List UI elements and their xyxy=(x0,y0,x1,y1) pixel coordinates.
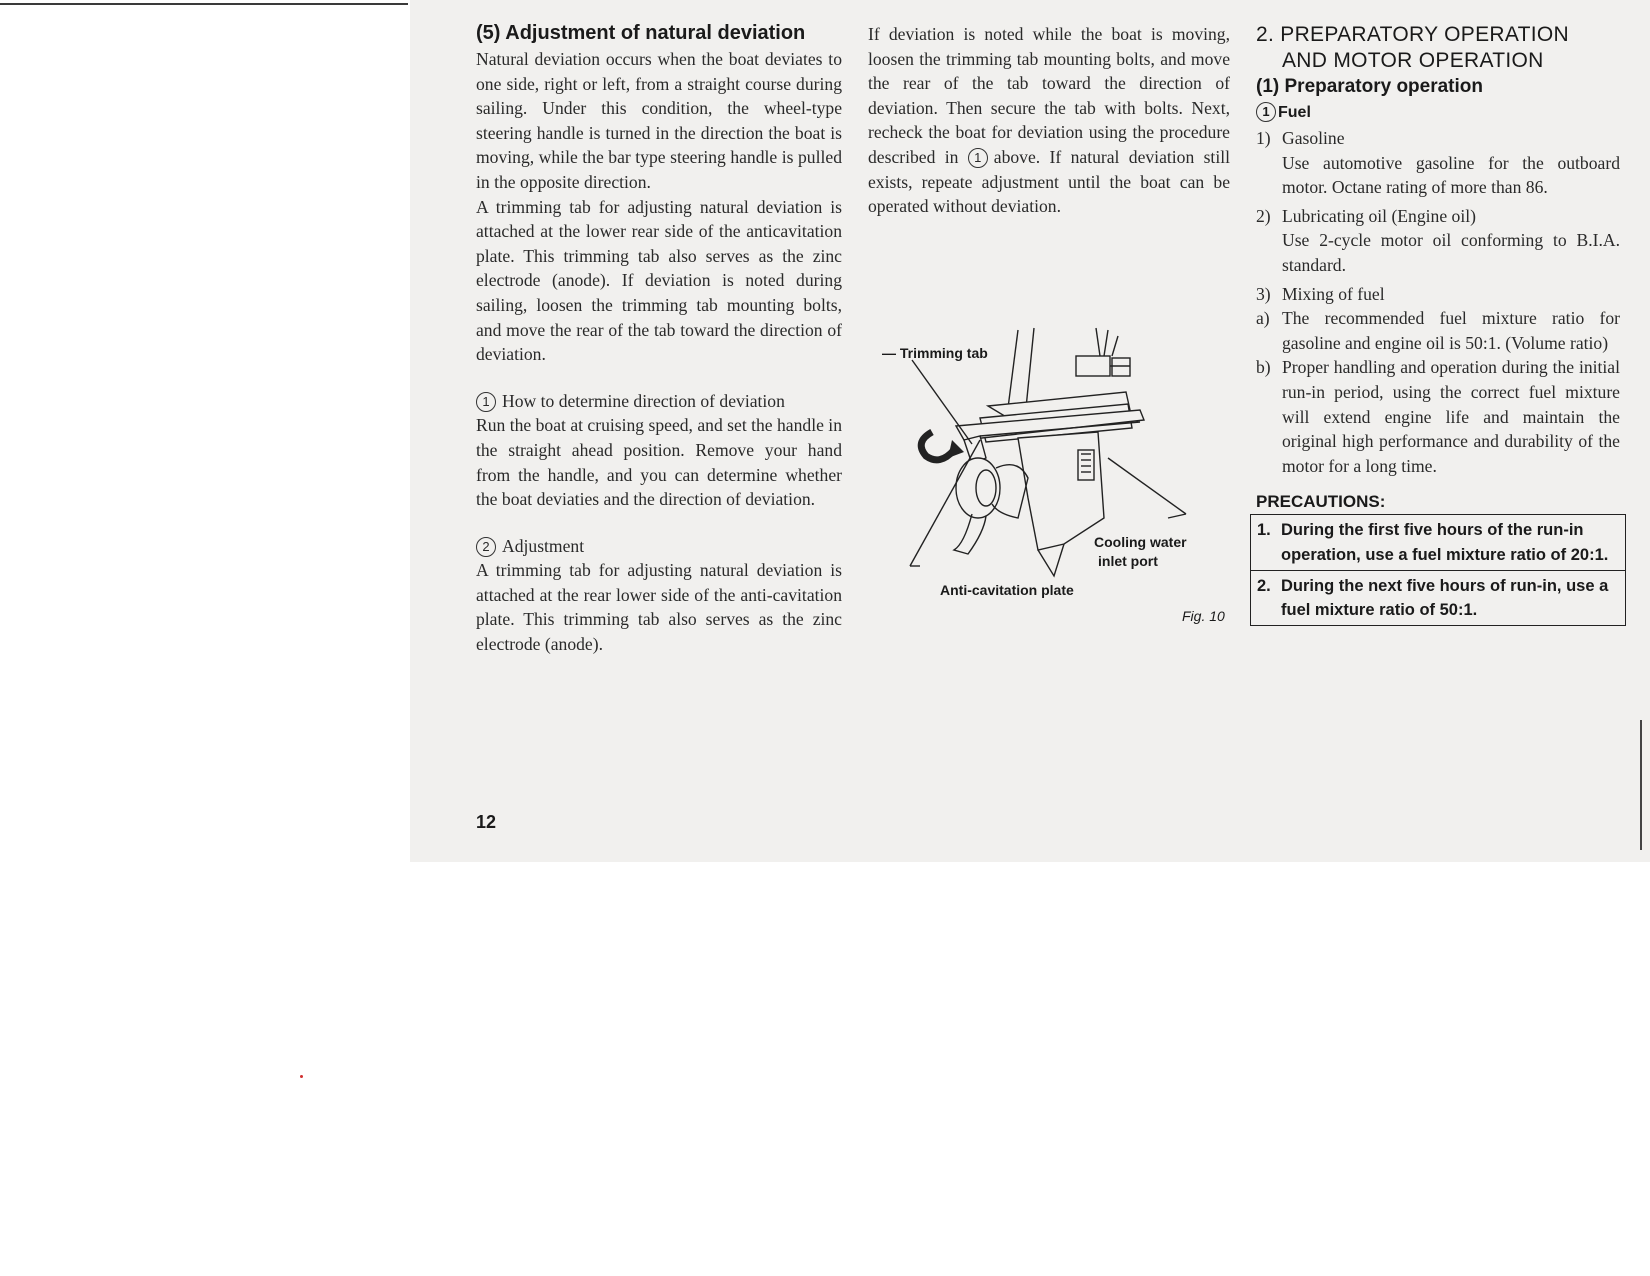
list-item-gasoline xyxy=(1256,126,1620,151)
sub-heading-preparatory: (1) Preparatory operation xyxy=(1256,76,1483,97)
list-title: Mixing of fuel xyxy=(1282,283,1385,304)
column-2 xyxy=(868,22,1230,219)
page-edge-line xyxy=(1640,720,1642,850)
circled-number: 1 xyxy=(968,148,988,168)
step-1-title: How to determine direction of deviation xyxy=(502,390,785,411)
fuel-heading xyxy=(1256,100,1620,126)
list-number: 3) xyxy=(1256,283,1271,304)
precaution-number: 2. xyxy=(1257,576,1271,595)
list-number: 2) xyxy=(1256,205,1271,226)
paragraph-trimming-tab: A trimming tab for adjusting natural deviation is attached at the lower rear side of the anticavitation plate. This trimming tab also serves as the zinc electrode (anode). If deviation is noted during sailing, loosen the trimming tab mounting bolts, and move the rear of the tab toward the direction of deviation. xyxy=(476,196,842,365)
label-trimming-tab-text: Trimming tab xyxy=(899,345,988,361)
precautions-box xyxy=(1250,514,1626,625)
circled-number: 1 xyxy=(476,392,496,412)
list-title: Lubricating oil (Engine oil) xyxy=(1282,205,1476,226)
precaution-number: 1. xyxy=(1257,521,1271,540)
label-cooling-water-2: inlet port xyxy=(1098,553,1158,569)
sub-item-b xyxy=(1256,355,1620,478)
label-cooling-water-1: Cooling water xyxy=(1094,534,1187,550)
precaution-text: During the next five hours of run-in, use a fuel mixture ratio of 50:1. xyxy=(1281,576,1609,620)
precaution-text: During the first five hours of the run-in operation, use a fuel mixture ratio of 20:1. xyxy=(1281,521,1609,564)
page-number: 12 xyxy=(476,812,497,832)
sub-item-a xyxy=(1256,306,1620,355)
circled-number: 2 xyxy=(476,537,496,557)
list-item-mixing xyxy=(1256,282,1620,307)
sub-item-text: Proper handling and operation during the initial run-in period, using the correct fuel mixture will extend engine life and maintain the original high performance and durability of the motor for a long time. xyxy=(1282,357,1620,476)
label-anti-cavitation-plate: Anti-cavitation plate xyxy=(940,582,1074,598)
paragraph-natural-deviation: Natural deviation occurs when the boat deviates to one side, right or left, from a straight course during sailing. Under this condition, the wheel-type steering handle is turned in the direction the boat is moving, while the bar type steering handle is pulled in the opposite direction. xyxy=(476,49,842,192)
chapter-heading xyxy=(1256,22,1620,74)
step-2-heading xyxy=(476,534,842,559)
paragraph-part-a: If deviation is noted while the boat is moving, loosen the trimming tab mounting bolts, and move the rear of the tab toward the direction of deviation. Then secure the tab with bolts. Next, recheck the boat for deviation using the procedure described in xyxy=(868,24,1230,167)
chapter-heading-line-2: AND MOTOR OPERATION xyxy=(1282,49,1544,72)
list-title: Gasoline xyxy=(1282,128,1345,148)
list-text-lubricating-oil: Use 2-cycle motor oil conforming to B.I.A. standard. xyxy=(1282,230,1620,275)
section-heading-natural-deviation: (5) Adjustment of natural deviation xyxy=(476,22,806,44)
precautions-title: PRECAUTIONS: xyxy=(1256,492,1386,512)
precaution-2 xyxy=(1251,570,1625,625)
label-trimming-tab: — Trimming tab xyxy=(882,345,988,361)
column-1 xyxy=(476,22,842,657)
figure-caption: Fig. 10 xyxy=(1182,608,1225,624)
list-number: 1) xyxy=(1256,128,1271,148)
sub-item-letter: b) xyxy=(1256,357,1271,378)
paragraph-part-b: above. If natural deviation still exists, repeate adjustment until the boat can be operated without deviation. xyxy=(868,146,1230,217)
list-text-gasoline: Use automotive gasoline for the outboard motor. Octane rating of more than 86. xyxy=(1282,152,1620,198)
column-3 xyxy=(1256,22,1620,626)
list-item-lubricating-oil xyxy=(1256,204,1620,229)
paragraph-deviation-moving xyxy=(868,22,1230,219)
chapter-number: 2. xyxy=(1256,23,1275,46)
chapter-heading-line-1: PREPARATORY OPERATION xyxy=(1280,23,1569,46)
circled-number: 1 xyxy=(1256,102,1276,122)
fuel-label: Fuel xyxy=(1278,104,1311,121)
sub-item-letter: a) xyxy=(1256,308,1270,329)
red-speck xyxy=(300,1075,303,1078)
step-2-title: Adjustment xyxy=(502,535,585,556)
sub-item-text: The recommended fuel mixture ratio for gasoline and engine oil is 50:1. (Volume ratio) xyxy=(1282,308,1620,353)
step-2-text: A trimming tab for adjusting natural deviation is attached at the rear lower side of the anti-cavitation plate. This trimming tab also serves as the zinc electrode (anode). xyxy=(476,560,842,655)
figure-10 xyxy=(868,318,1230,628)
step-1-heading xyxy=(476,389,842,414)
top-rule xyxy=(0,3,408,5)
precaution-1 xyxy=(1251,515,1625,569)
step-1-text: Run the boat at cruising speed, and set the handle in the straight ahead position. Remove your hand from the handle, and you can determine whether the boat deviaties and the direction of deviation. xyxy=(476,415,842,510)
